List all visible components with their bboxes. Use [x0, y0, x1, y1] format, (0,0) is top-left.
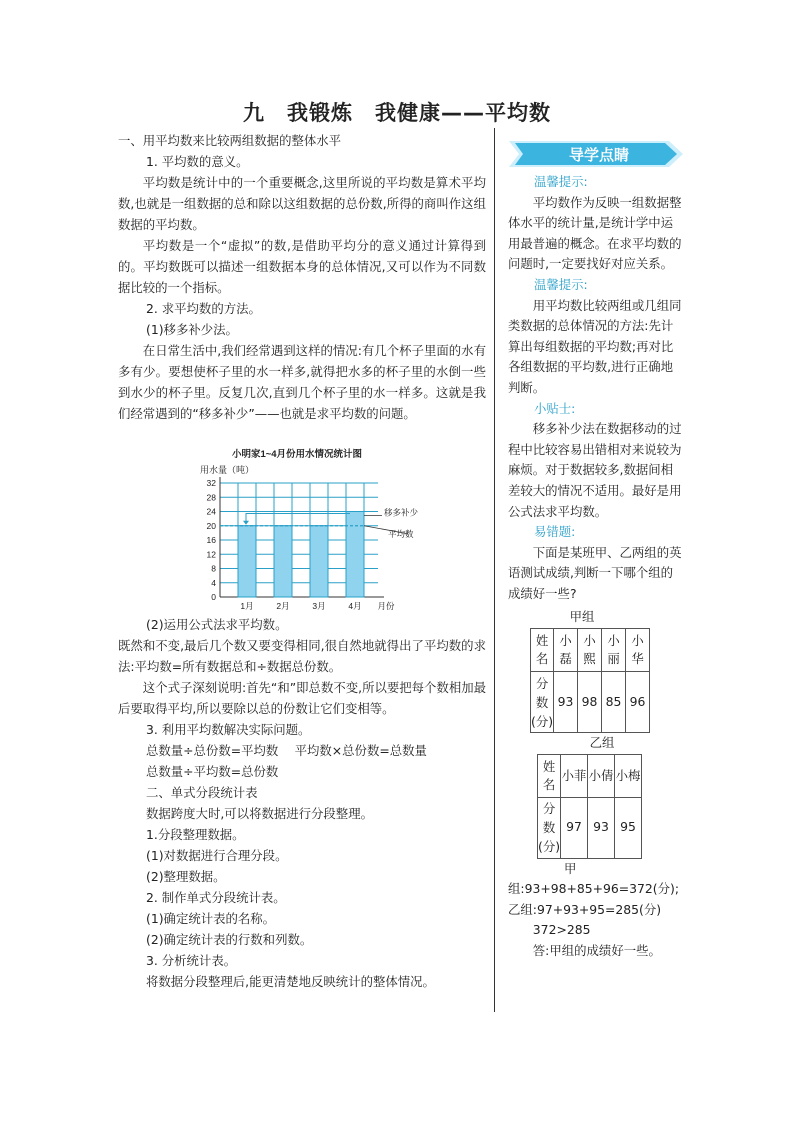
- step-3: 3. 分析统计表。: [146, 953, 237, 968]
- chart-title: 小明家1~4月份用水情况统计图: [231, 449, 363, 460]
- group-a-name: 小华: [626, 629, 650, 672]
- paragraph-cups: 在日常生活中,我们经常遇到这样的情况:有几个杯子里面的水有多有少。要想使杯子里的水一样多,就得把水多的杯子里的水倒一些到水少的杯子里。反复几次,直到几个杯子里的水一样多。这就是我们经常遇到的“移多补少”——也就是求平均数的问题。: [118, 343, 486, 421]
- annotation-label: 移多补少: [384, 507, 419, 518]
- y-tick-label: 4: [211, 577, 216, 588]
- subheading-apply: 3. 利用平均数解决实际问题。: [146, 722, 311, 737]
- step-1b: (2)整理数据。: [146, 869, 226, 884]
- paragraph-virtual: 平均数是一个“虚拟”的数,是借助平均分的意义通过计算得到的。平均数既可以描述一组数据本身的总体情况,又可以作为不同数据比较的一个指标。: [118, 238, 486, 295]
- answer-line-4: 答:甲组的成绩好一些。: [532, 943, 661, 959]
- step-1: 1.分段整理数据。: [146, 827, 245, 842]
- tip-label-2: 温馨提示:: [534, 276, 588, 292]
- group-a-name: 小磊: [554, 629, 578, 672]
- group-a-name: 小熙: [578, 629, 602, 672]
- x-tick-label: 4月: [348, 601, 362, 611]
- water-usage-bar-chart: [182, 445, 419, 615]
- paragraph-explain: 这个式子深刻说明:首先“和”即总数不变,所以要把每个数相加最后要取得平均,所以要除以总的份数让它们变相等。: [118, 680, 486, 716]
- group-b-row-label: 分数(分): [538, 797, 561, 858]
- x-tick-label: 3月: [312, 601, 326, 611]
- tip-text-3: 移多补少法在数据移动的过程中比较容易出错相对来说较为麻烦。对于数据较多,数据间相差较大的情况不适用。最好是用公式法求平均数。: [508, 421, 682, 519]
- group-a-table: [530, 628, 650, 733]
- x-tick-label: 1月: [240, 601, 254, 611]
- group-b-score: 97: [561, 797, 588, 858]
- bar: [346, 512, 364, 598]
- group-b-name: 小梅: [615, 754, 642, 797]
- column-divider: [494, 128, 495, 1012]
- tip-text-2: 用平均数比较两组或几组同类数据的总体情况的方法:先计算出每组数据的平均数;再对比各组数据的平均数,进行正确地判断。: [508, 297, 682, 395]
- tip-label-1: 温馨提示:: [534, 174, 588, 189]
- x-tick-label: 2月: [276, 601, 290, 611]
- move-arrow-head: [243, 521, 249, 525]
- group-b-name: 小倩: [588, 754, 615, 797]
- paragraph-summary: 将数据分段整理后,能更清楚地反映统计的整体情况。: [146, 974, 435, 989]
- formula-line-1: 总数量÷总份数=平均数 平均数×总份数=总数量: [146, 743, 427, 758]
- tip-label-4: 易错题:: [534, 524, 576, 540]
- y-tick-label: 0: [211, 592, 216, 602]
- guide-banner: [509, 139, 683, 169]
- step-2b: (2)确定统计表的行数和列数。: [146, 932, 313, 947]
- group-a-score: 98: [578, 672, 602, 733]
- group-a-row-label: 分数(分): [531, 672, 554, 733]
- page-title: 九 我锻炼 我健康——平均数: [243, 101, 551, 125]
- y-tick-label: 8: [211, 563, 216, 574]
- group-b-head: 姓名: [538, 754, 561, 797]
- annotation-label: 平均数: [388, 528, 414, 539]
- subheading-method: 2. 求平均数的方法。: [146, 301, 261, 316]
- bar: [238, 526, 256, 597]
- chart-ylabel: 用水量（吨）: [200, 465, 255, 475]
- group-a-score: 93: [554, 672, 578, 733]
- side-column: [508, 172, 683, 962]
- group-b-name: 小菲: [561, 754, 588, 797]
- y-tick-label: 24: [206, 506, 216, 517]
- banner-label: 导学点睛: [568, 147, 630, 164]
- step-2a: (1)确定统计表的名称。: [146, 911, 276, 926]
- chart-xlabel: 月份: [377, 601, 395, 611]
- paragraph-formula: 既然和不变,最后几个数又要变得相同,很自然地就得出了平均数的求法:平均数=所有数据总和÷数据总份数。: [118, 638, 486, 674]
- group-b-score: 95: [615, 797, 642, 858]
- group-a-head: 姓名: [531, 629, 554, 672]
- y-tick-label: 28: [206, 492, 216, 503]
- section-heading-1: 一、用平均数来比较两组数据的整体水平: [118, 133, 342, 148]
- y-tick-label: 12: [206, 549, 216, 560]
- bar: [274, 526, 292, 597]
- group-b-table: [537, 754, 642, 859]
- paragraph-definition: 平均数是统计中的一个重要概念,这里所说的平均数是算术平均数,也就是一组数据的总和除以这组数据的总份数,所得的商叫作这组数据的平均数。: [118, 175, 486, 232]
- step-2: 2. 制作单式分段统计表。: [146, 890, 286, 905]
- move-arrow: [246, 514, 350, 524]
- answer-line-1: 组:93+98+85+96=372(分);: [508, 881, 680, 897]
- y-tick-label: 16: [206, 535, 216, 545]
- step-1a: (1)对数据进行合理分段。: [146, 848, 288, 863]
- tip-label-3: 小贴士:: [534, 400, 576, 416]
- tip-text-1: 平均数作为反映一组数据整体水平的统计量,是统计学中运用最普遍的概念。在求平均数的问题时,一定要找好对应关系。: [508, 194, 682, 272]
- answer-line-0: 甲: [564, 860, 577, 876]
- group-a-name: 小丽: [602, 629, 626, 672]
- bar: [310, 526, 328, 597]
- answer-line-2: 乙组:97+93+95=285(分): [508, 901, 662, 917]
- section-heading-2: 二、单式分段统计表: [146, 785, 258, 800]
- answer-line-3: 372>285: [532, 922, 591, 938]
- formula-line-2: 总数量÷平均数=总份数: [146, 764, 279, 779]
- y-tick-label: 32: [206, 478, 216, 488]
- paragraph-grouping: 数据跨度大时,可以将数据进行分段整理。: [146, 806, 373, 821]
- group-b-label: 乙组: [589, 735, 615, 751]
- subheading-meaning: 1. 平均数的意义。: [146, 154, 249, 169]
- method-2: (2)运用公式法求平均数。: [146, 617, 288, 632]
- group-a-score: 96: [626, 672, 650, 733]
- method-1: (1)移多补少法。: [146, 322, 238, 337]
- tip-text-4: 下面是某班甲、乙两组的英语测试成绩,判断一下哪个组的成绩好一些?: [508, 544, 682, 601]
- y-tick-label: 20: [206, 520, 216, 531]
- group-b-score: 93: [588, 797, 615, 858]
- group-a-label: 甲组: [569, 609, 595, 625]
- group-a-score: 85: [602, 672, 626, 733]
